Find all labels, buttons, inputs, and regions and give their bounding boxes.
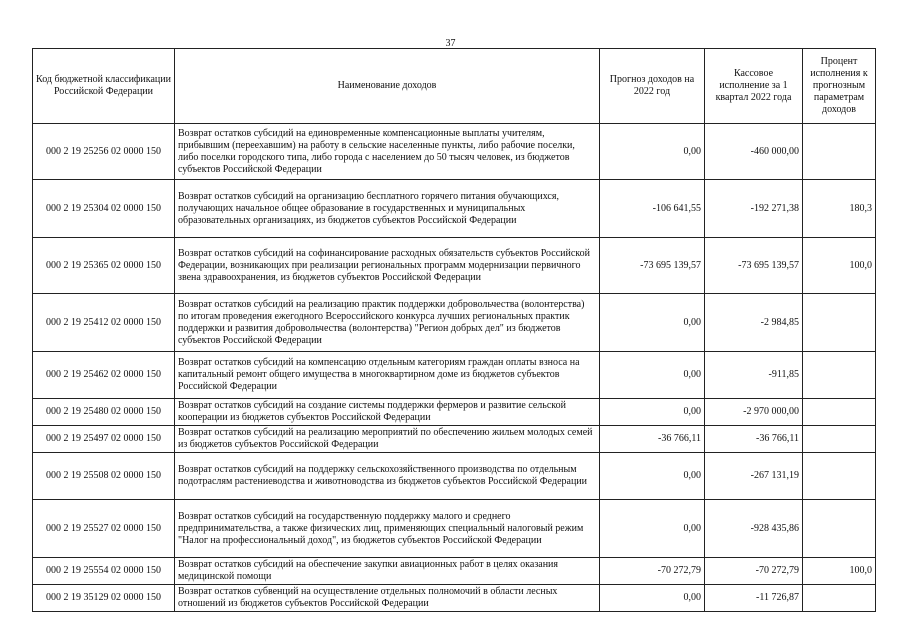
name-cell: Возврат остатков субсидий на компенсацию отдельным категориям граждан оплаты взноса на капитальный ремонт общего имущества в многоквартирном доме из бюджетов субъектов Российской Федерации: [175, 352, 600, 399]
forecast-cell: -70 272,79: [600, 558, 705, 585]
header-name: Наименование доходов: [175, 49, 600, 124]
executed-cell: -460 000,00: [705, 124, 803, 180]
code-cell: 000 2 19 25554 02 0000 150: [33, 558, 175, 585]
executed-cell: -928 435,86: [705, 500, 803, 558]
table-row: [33, 426, 876, 453]
table-row: [33, 238, 876, 294]
header-percent: Процент исполнения к прогнозным параметрам доходов: [803, 49, 876, 124]
table-row: [33, 399, 876, 426]
name-cell: Возврат остатков субсидий на реализацию практик поддержки добровольчества (волонтерства) по итогам проведения ежегодного Всероссийского конкурса лучших региональных практик поддержки и развития добровольчества (волонтерства) "Регион добрых дел" из бюджетов субъектов Российской Федерации: [175, 294, 600, 352]
percent-cell: 180,3: [803, 180, 876, 238]
percent-cell: [803, 399, 876, 426]
header-code: Код бюджетной классификации Российской Федерации: [33, 49, 175, 124]
table-body: [33, 124, 876, 612]
percent-cell: [803, 124, 876, 180]
table-row: [33, 352, 876, 399]
table-row: [33, 124, 876, 180]
forecast-cell: 0,00: [600, 294, 705, 352]
table-row: [33, 500, 876, 558]
table-header-row: [33, 49, 876, 124]
percent-cell: [803, 352, 876, 399]
executed-cell: -2 970 000,00: [705, 399, 803, 426]
header-executed: Кассовое исполнение за 1 квартал 2022 года: [705, 49, 803, 124]
code-cell: 000 2 19 25304 02 0000 150: [33, 180, 175, 238]
name-cell: Возврат остатков субсидий на обеспечение закупки авиационных работ в целях оказания медицинской помощи: [175, 558, 600, 585]
percent-cell: [803, 453, 876, 500]
code-cell: 000 2 19 25256 02 0000 150: [33, 124, 175, 180]
percent-cell: [803, 426, 876, 453]
executed-cell: -11 726,87: [705, 585, 803, 612]
name-cell: Возврат остатков субвенций на осуществление отдельных полномочий в области лесных отношений из бюджетов субъектов Российской Федерации: [175, 585, 600, 612]
forecast-cell: 0,00: [600, 124, 705, 180]
name-cell: Возврат остатков субсидий на софинансирование расходных обязательств субъектов Российской Федерации, возникающих при реализации региональных программ модернизации первичного звена здравоохранения, из бюджетов субъектов Российской Федерации: [175, 238, 600, 294]
executed-cell: -73 695 139,57: [705, 238, 803, 294]
forecast-cell: 0,00: [600, 500, 705, 558]
table-row: [33, 294, 876, 352]
percent-cell: 100,0: [803, 558, 876, 585]
name-cell: Возврат остатков субсидий на государственную поддержку малого и среднего предпринимательства, а также физических лиц, применяющих специальный налоговый режим "Налог на профессиональный доход", из бюджетов субъектов Российской Федерации: [175, 500, 600, 558]
table-row: [33, 453, 876, 500]
forecast-cell: 0,00: [600, 399, 705, 426]
executed-cell: -911,85: [705, 352, 803, 399]
executed-cell: -36 766,11: [705, 426, 803, 453]
percent-cell: 100,0: [803, 238, 876, 294]
code-cell: 000 2 19 25480 02 0000 150: [33, 399, 175, 426]
forecast-cell: 0,00: [600, 352, 705, 399]
percent-cell: [803, 585, 876, 612]
executed-cell: -2 984,85: [705, 294, 803, 352]
forecast-cell: -106 641,55: [600, 180, 705, 238]
forecast-cell: 0,00: [600, 453, 705, 500]
executed-cell: -267 131,19: [705, 453, 803, 500]
code-cell: 000 2 19 25365 02 0000 150: [33, 238, 175, 294]
header-forecast: Прогноз доходов на 2022 год: [600, 49, 705, 124]
name-cell: Возврат остатков субсидий на организацию бесплатного горячего питания обучающихся, получающих начальное общее образование в государственных и муниципальных образовательных организациях, из бюджетов субъектов Российской Федерации: [175, 180, 600, 238]
name-cell: Возврат остатков субсидий на единовременные компенсационные выплаты учителям, прибывшим (переехавшим) на работу в сельские населенные пункты, либо рабочие поселки, либо поселки городского типа, либо города с населением до 50 тысяч человек, из бюджетов субъектов Российской Федерации: [175, 124, 600, 180]
percent-cell: [803, 500, 876, 558]
table-row: [33, 585, 876, 612]
table-row: [33, 558, 876, 585]
code-cell: 000 2 19 25412 02 0000 150: [33, 294, 175, 352]
forecast-cell: -73 695 139,57: [600, 238, 705, 294]
forecast-cell: -36 766,11: [600, 426, 705, 453]
code-cell: 000 2 19 25508 02 0000 150: [33, 453, 175, 500]
forecast-cell: 0,00: [600, 585, 705, 612]
code-cell: 000 2 19 25497 02 0000 150: [33, 426, 175, 453]
name-cell: Возврат остатков субсидий на создание системы поддержки фермеров и развитие сельской кооперации из бюджетов субъектов Российской Федерации: [175, 399, 600, 426]
percent-cell: [803, 294, 876, 352]
code-cell: 000 2 19 25462 02 0000 150: [33, 352, 175, 399]
table-row: [33, 180, 876, 238]
page-number: 37: [445, 38, 456, 49]
name-cell: Возврат остатков субсидий на поддержку сельскохозяйственного производства по отдельным подотраслям растениеводства и животноводства из бюджетов субъектов Российской Федерации: [175, 453, 600, 500]
code-cell: 000 2 19 35129 02 0000 150: [33, 585, 175, 612]
executed-cell: -70 272,79: [705, 558, 803, 585]
revenue-table: [32, 48, 876, 612]
code-cell: 000 2 19 25527 02 0000 150: [33, 500, 175, 558]
name-cell: Возврат остатков субсидий на реализацию мероприятий по обеспечению жильем молодых семей из бюджетов субъектов Российской Федерации: [175, 426, 600, 453]
executed-cell: -192 271,38: [705, 180, 803, 238]
